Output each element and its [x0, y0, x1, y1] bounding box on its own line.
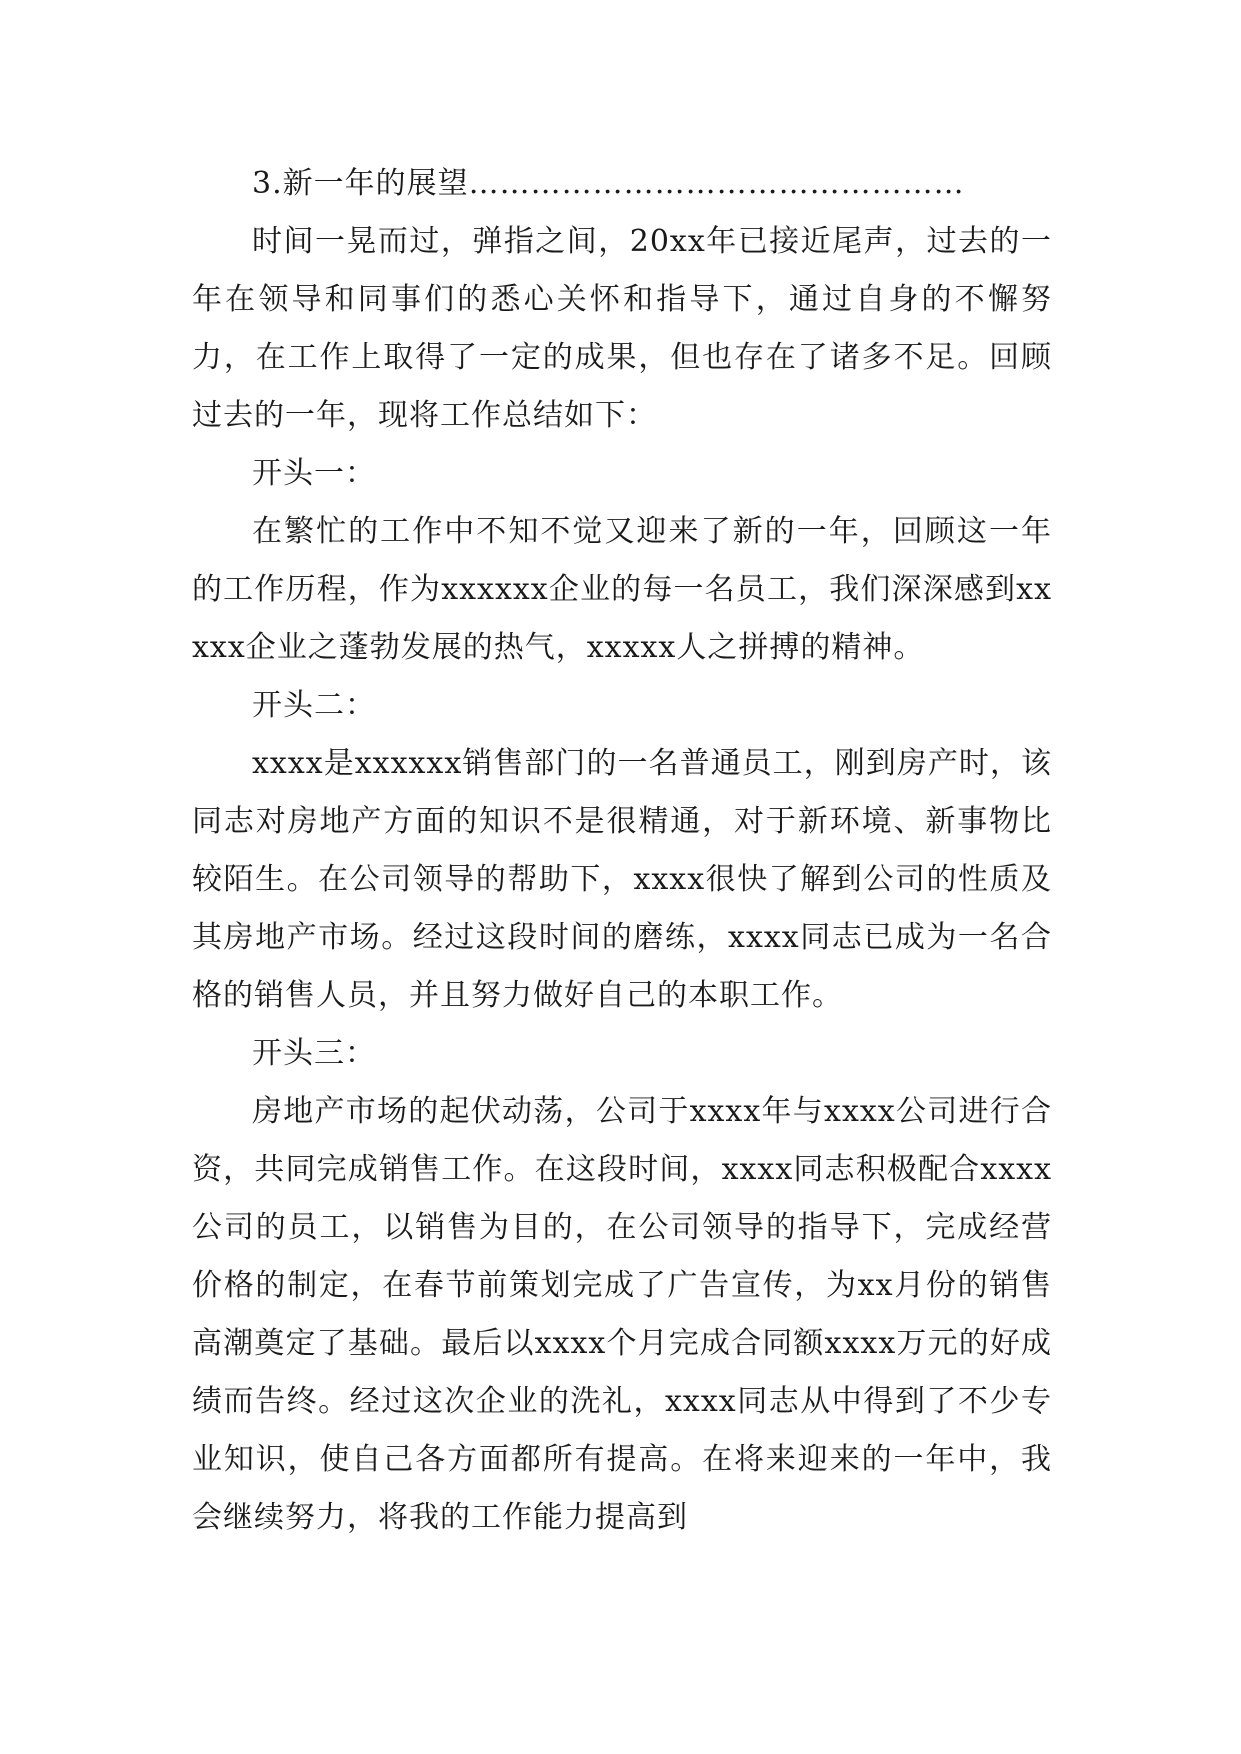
paragraph-opening-three: 房地产市场的起伏动荡，公司于xxxx年与xxxx公司进行合资，共同完成销售工作。在这段时间，xxxx同志积极配合xxxx公司的员工，以销售为目的，在公司领导的指导下，完成经营价格的制定，在春节前策划完成了广告宣传，为xx月份的销售高潮奠定了基础。最后以xxxx个月完成合同额xxxx万元的好成绩而告终。经过这次企业的洗礼，xxxx同志从中得到了不少专业知识，使自己各方面都所有提高。在将来迎来的一年中，我会继续努力，将我的工作能力提高到 [192, 1094, 1052, 1535]
heading-opening-one: 开头一： [252, 456, 376, 491]
paragraph-opening-one: 在繁忙的工作中不知不觉又迎来了新的一年，回顾这一年的工作历程，作为xxxxxx企业的每一名员工，我们深深感到xxxxx企业之蓬勃发展的热气，xxxxx人之拼搏的精神。 [192, 514, 1052, 665]
document-body [192, 155, 1052, 1547]
toc-entry: 3.新一年的展望………………………………………… [252, 166, 965, 201]
paragraph-opening-two: xxxx是xxxxxx销售部门的一名普通员工，刚到房产时，该同志对房地产方面的知识不是很精通，对于新环境、新事物比较陌生。在公司领导的帮助下，xxxx很快了解到公司的性质及其房地产市场。经过这段时间的磨练，xxxx同志已成为一名合格的销售人员，并且努力做好自己的本职工作。 [192, 746, 1052, 1013]
heading-opening-two: 开头二： [252, 688, 376, 723]
heading-opening-three: 开头三： [252, 1036, 376, 1071]
paragraph-intro: 时间一晃而过，弹指之间，20xx年已接近尾声，过去的一年在领导和同事们的悉心关怀和指导下，通过自身的不懈努力，在工作上取得了一定的成果，但也存在了诸多不足。回顾过去的一年，现将工作总结如下： [192, 224, 1052, 433]
